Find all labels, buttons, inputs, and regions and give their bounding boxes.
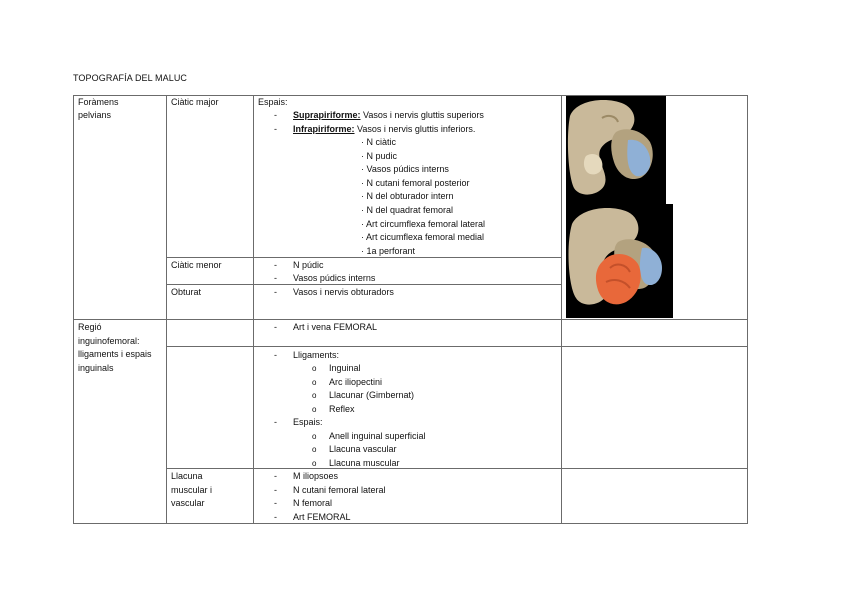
row-name: muscular i [171, 485, 213, 495]
dash-bullet: - [274, 124, 277, 134]
dash-bullet: - [274, 322, 277, 332]
list-item: · N cutani femoral posterior [361, 178, 470, 188]
row-name: vascular [171, 498, 205, 508]
supra-label: Suprapiriforme: [293, 110, 361, 120]
list-item: Llacuna muscular [329, 458, 400, 468]
section-divider [73, 319, 748, 320]
list-item: N femoral [293, 498, 333, 508]
column-divider [166, 95, 167, 524]
table-border-bottom [73, 523, 748, 524]
circle-bullet: o [312, 391, 317, 400]
region-label: inguinals [78, 363, 114, 373]
circle-bullet: o [312, 364, 317, 373]
list-item: M iliopsoes [293, 471, 339, 481]
dash-bullet: - [274, 512, 277, 522]
list-item: · N del quadrat femoral [361, 205, 454, 215]
table-border-right [747, 95, 748, 524]
content-label: Espais: [258, 97, 288, 107]
pelvis-illustration [566, 96, 673, 318]
supra-entry [293, 109, 484, 123]
list-item: · N del obturador intern [361, 191, 454, 201]
dash-bullet: - [274, 350, 277, 360]
row-name: Llacuna [171, 471, 203, 481]
pelvis-svg [566, 96, 673, 318]
circle-bullet: o [312, 432, 317, 441]
region-label: inguinofemoral: [78, 336, 140, 346]
dash-bullet: - [274, 471, 277, 481]
list-item: · Vasos púdics interns [361, 164, 449, 174]
list-item: Inguinal [329, 363, 361, 373]
dash-bullet: - [274, 110, 277, 120]
circle-bullet: o [312, 405, 317, 414]
list-item: · N pudic [361, 151, 398, 161]
list-item: Art i vena FEMORAL [293, 322, 378, 332]
dash-bullet: - [274, 287, 277, 297]
list-item: Vasos i nervis obturadors [293, 287, 394, 297]
list-item: Reflex [329, 404, 355, 414]
topography-table [73, 95, 748, 524]
list-item: · Art cicumflexa femoral medial [361, 232, 485, 242]
dash-bullet: - [274, 273, 277, 283]
supra-text: Vasos i nervis gluttis superiors [360, 110, 484, 120]
list-item: Llacunar (Gimbernat) [329, 390, 415, 400]
document-title: TOPOGRAFÍA DEL MALUC [73, 73, 188, 83]
list-item: N cutani femoral lateral [293, 485, 386, 495]
dash-bullet: - [274, 498, 277, 508]
region-label: Regió [78, 322, 102, 332]
column-divider [253, 95, 254, 524]
infra-label: Infrapiriforme: [293, 124, 355, 134]
list-item: Arc iliopectini [329, 377, 383, 387]
column-divider [561, 95, 562, 524]
dash-bullet: - [274, 417, 277, 427]
circle-bullet: o [312, 378, 317, 387]
dash-bullet: - [274, 260, 277, 270]
list-item: Vasos púdics interns [293, 273, 376, 283]
content-label: Espais: [293, 417, 323, 427]
table-border-left [73, 95, 74, 524]
content-label: Lligaments: [293, 350, 340, 360]
dash-bullet: - [274, 485, 277, 495]
list-item: · Art circumflexa femoral lateral [361, 219, 486, 229]
infra-text: Vasos i nervis gluttis inferiors. [354, 124, 476, 134]
circle-bullet: o [312, 445, 317, 454]
region-label: Foràmens [78, 97, 119, 107]
list-item: Llacuna vascular [329, 444, 397, 454]
region-label: lligaments i espais [78, 349, 152, 359]
foramen-name: Ciàtic major [171, 97, 219, 107]
foramen-name: Ciàtic menor [171, 260, 222, 270]
list-item: · N ciàtic [361, 137, 397, 147]
foramen-name: Obturat [171, 287, 202, 297]
infra-entry [293, 123, 475, 137]
list-item: N púdic [293, 260, 324, 270]
list-item: · 1a perforant [361, 246, 416, 256]
region-label: pelvians [78, 110, 112, 120]
circle-bullet: o [312, 459, 317, 468]
list-item: Art FEMORAL [293, 512, 351, 522]
list-item: Anell inguinal superficial [329, 431, 426, 441]
